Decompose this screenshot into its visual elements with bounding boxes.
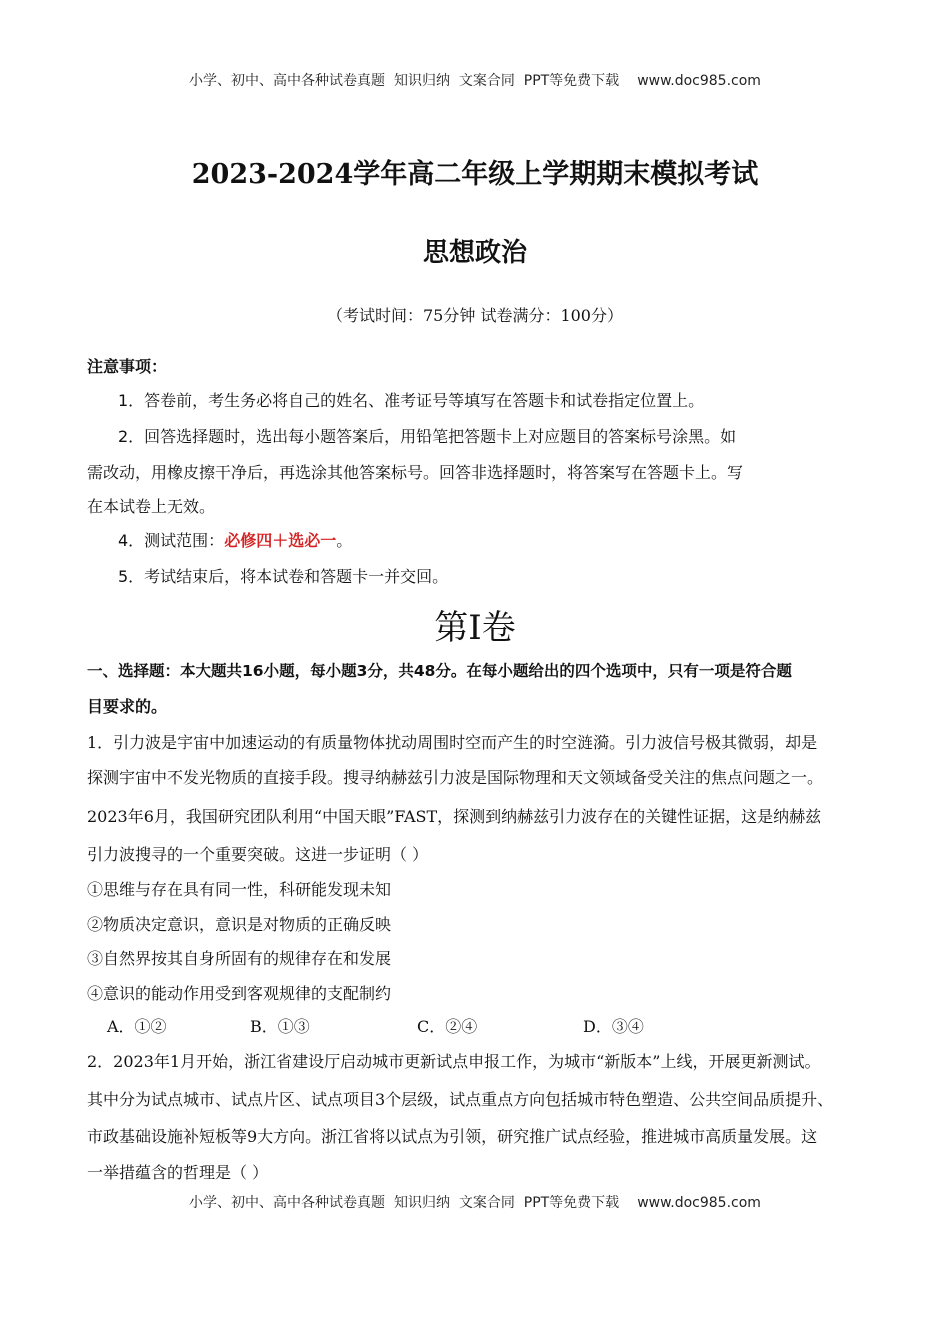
page-footer bbox=[0, 1192, 950, 1212]
note-item-2-line-2: 需改动，用橡皮擦干净后，再选涂其他答案标号。回答非选择题时，将答案写在答题卡上。写 bbox=[87, 463, 744, 482]
volume-heading: 第Ⅰ卷 bbox=[434, 608, 516, 648]
footer-text: 小学、初中、高中各种试卷真题 知识归纳 文案合同 PPT等免费下载 bbox=[189, 1195, 620, 1211]
exam-title: 2023-2024学年高二年级上学期期末模拟考试 bbox=[191, 159, 759, 190]
option-c[interactable]: C．②④ bbox=[417, 1017, 478, 1036]
notes-heading: 注意事项： bbox=[87, 357, 168, 376]
question-2-line-4: 一举措蕴含的哲理是（ ） bbox=[87, 1163, 269, 1182]
option-a[interactable]: A．①② bbox=[107, 1017, 167, 1036]
note-item-4-suffix: 。 bbox=[336, 531, 353, 550]
test-scope: 必修四＋选必一 bbox=[224, 531, 337, 550]
option-d[interactable]: D．③④ bbox=[583, 1017, 644, 1036]
note-item-4-prefix: 4．测试范围： bbox=[118, 531, 225, 550]
question-1-statement-1: ①思维与存在具有同一性，科研能发现未知 bbox=[87, 880, 392, 899]
question-1-line-3: 2023年6月，我国研究团队利用“中国天眼”FAST，探测到纳赫兹引力波存在的关键性证据，这是纳赫兹 bbox=[87, 807, 822, 826]
question-2-line-2: 其中分为试点城市、试点片区、试点项目3个层级，试点重点方向包括城市特色塑造、公共空间品质提升、 bbox=[87, 1090, 834, 1109]
question-1-statement-2: ②物质决定意识，意识是对物质的正确反映 bbox=[87, 915, 392, 934]
note-item-5: 5．考试结束后，将本试卷和答题卡一并交回。 bbox=[118, 567, 449, 586]
question-1-statement-4: ④意识的能动作用受到客观规律的支配制约 bbox=[87, 984, 392, 1003]
footer-site-link[interactable]: www.doc985.com bbox=[637, 1195, 761, 1211]
header-text: 小学、初中、高中各种试卷真题 知识归纳 文案合同 PPT等免费下载 bbox=[189, 73, 620, 89]
question-1-line-1: 1．引力波是宇宙中加速运动的有质量物体扰动周围时空而产生的时空涟漪。引力波信号极其微弱，却是 bbox=[87, 733, 818, 752]
note-item-2-line-3: 在本试卷上无效。 bbox=[87, 497, 216, 516]
note-item-4 bbox=[118, 531, 352, 551]
note-item-2-line-1: 2．回答选择题时，选出每小题答案后，用铅笔把答题卡上对应题目的答案标号涂黑。如 bbox=[118, 427, 737, 446]
exam-subject: 思想政治 bbox=[422, 238, 527, 268]
question-2-line-3: 市政基础设施补短板等9大方向。浙江省将以试点为引领，研究推广试点经验，推进城市高质量发展。这 bbox=[87, 1127, 818, 1146]
question-1-line-4: 引力波搜寻的一个重要突破。这进一步证明（ ） bbox=[87, 845, 429, 864]
option-b[interactable]: B．①③ bbox=[250, 1017, 310, 1036]
question-2-line-1: 2．2023年1月开始，浙江省建设厅启动城市更新试点申报工作，为城市“新版本”上线，开展更新测试。 bbox=[87, 1052, 821, 1071]
page-header bbox=[0, 70, 950, 90]
exam-info: （考试时间：75分钟 试卷满分：100分） bbox=[327, 306, 623, 325]
section-1-line-1: 一、选择题：本大题共16小题，每小题3分，共48分。在每小题给出的四个选项中，只有一项是符合题 bbox=[87, 662, 792, 680]
section-1-line-2: 目要求的。 bbox=[87, 697, 168, 716]
question-1-statement-3: ③自然界按其自身所固有的规律存在和发展 bbox=[87, 949, 392, 968]
note-item-1: 1．答卷前，考生务必将自己的姓名、准考证号等填写在答题卡和试卷指定位置上。 bbox=[118, 391, 705, 410]
question-1-line-2: 探测宇宙中不发光物质的直接手段。搜寻纳赫兹引力波是国际物理和天文领域备受关注的焦点问题之一。 bbox=[87, 768, 824, 787]
header-site-link[interactable]: www.doc985.com bbox=[637, 73, 761, 89]
